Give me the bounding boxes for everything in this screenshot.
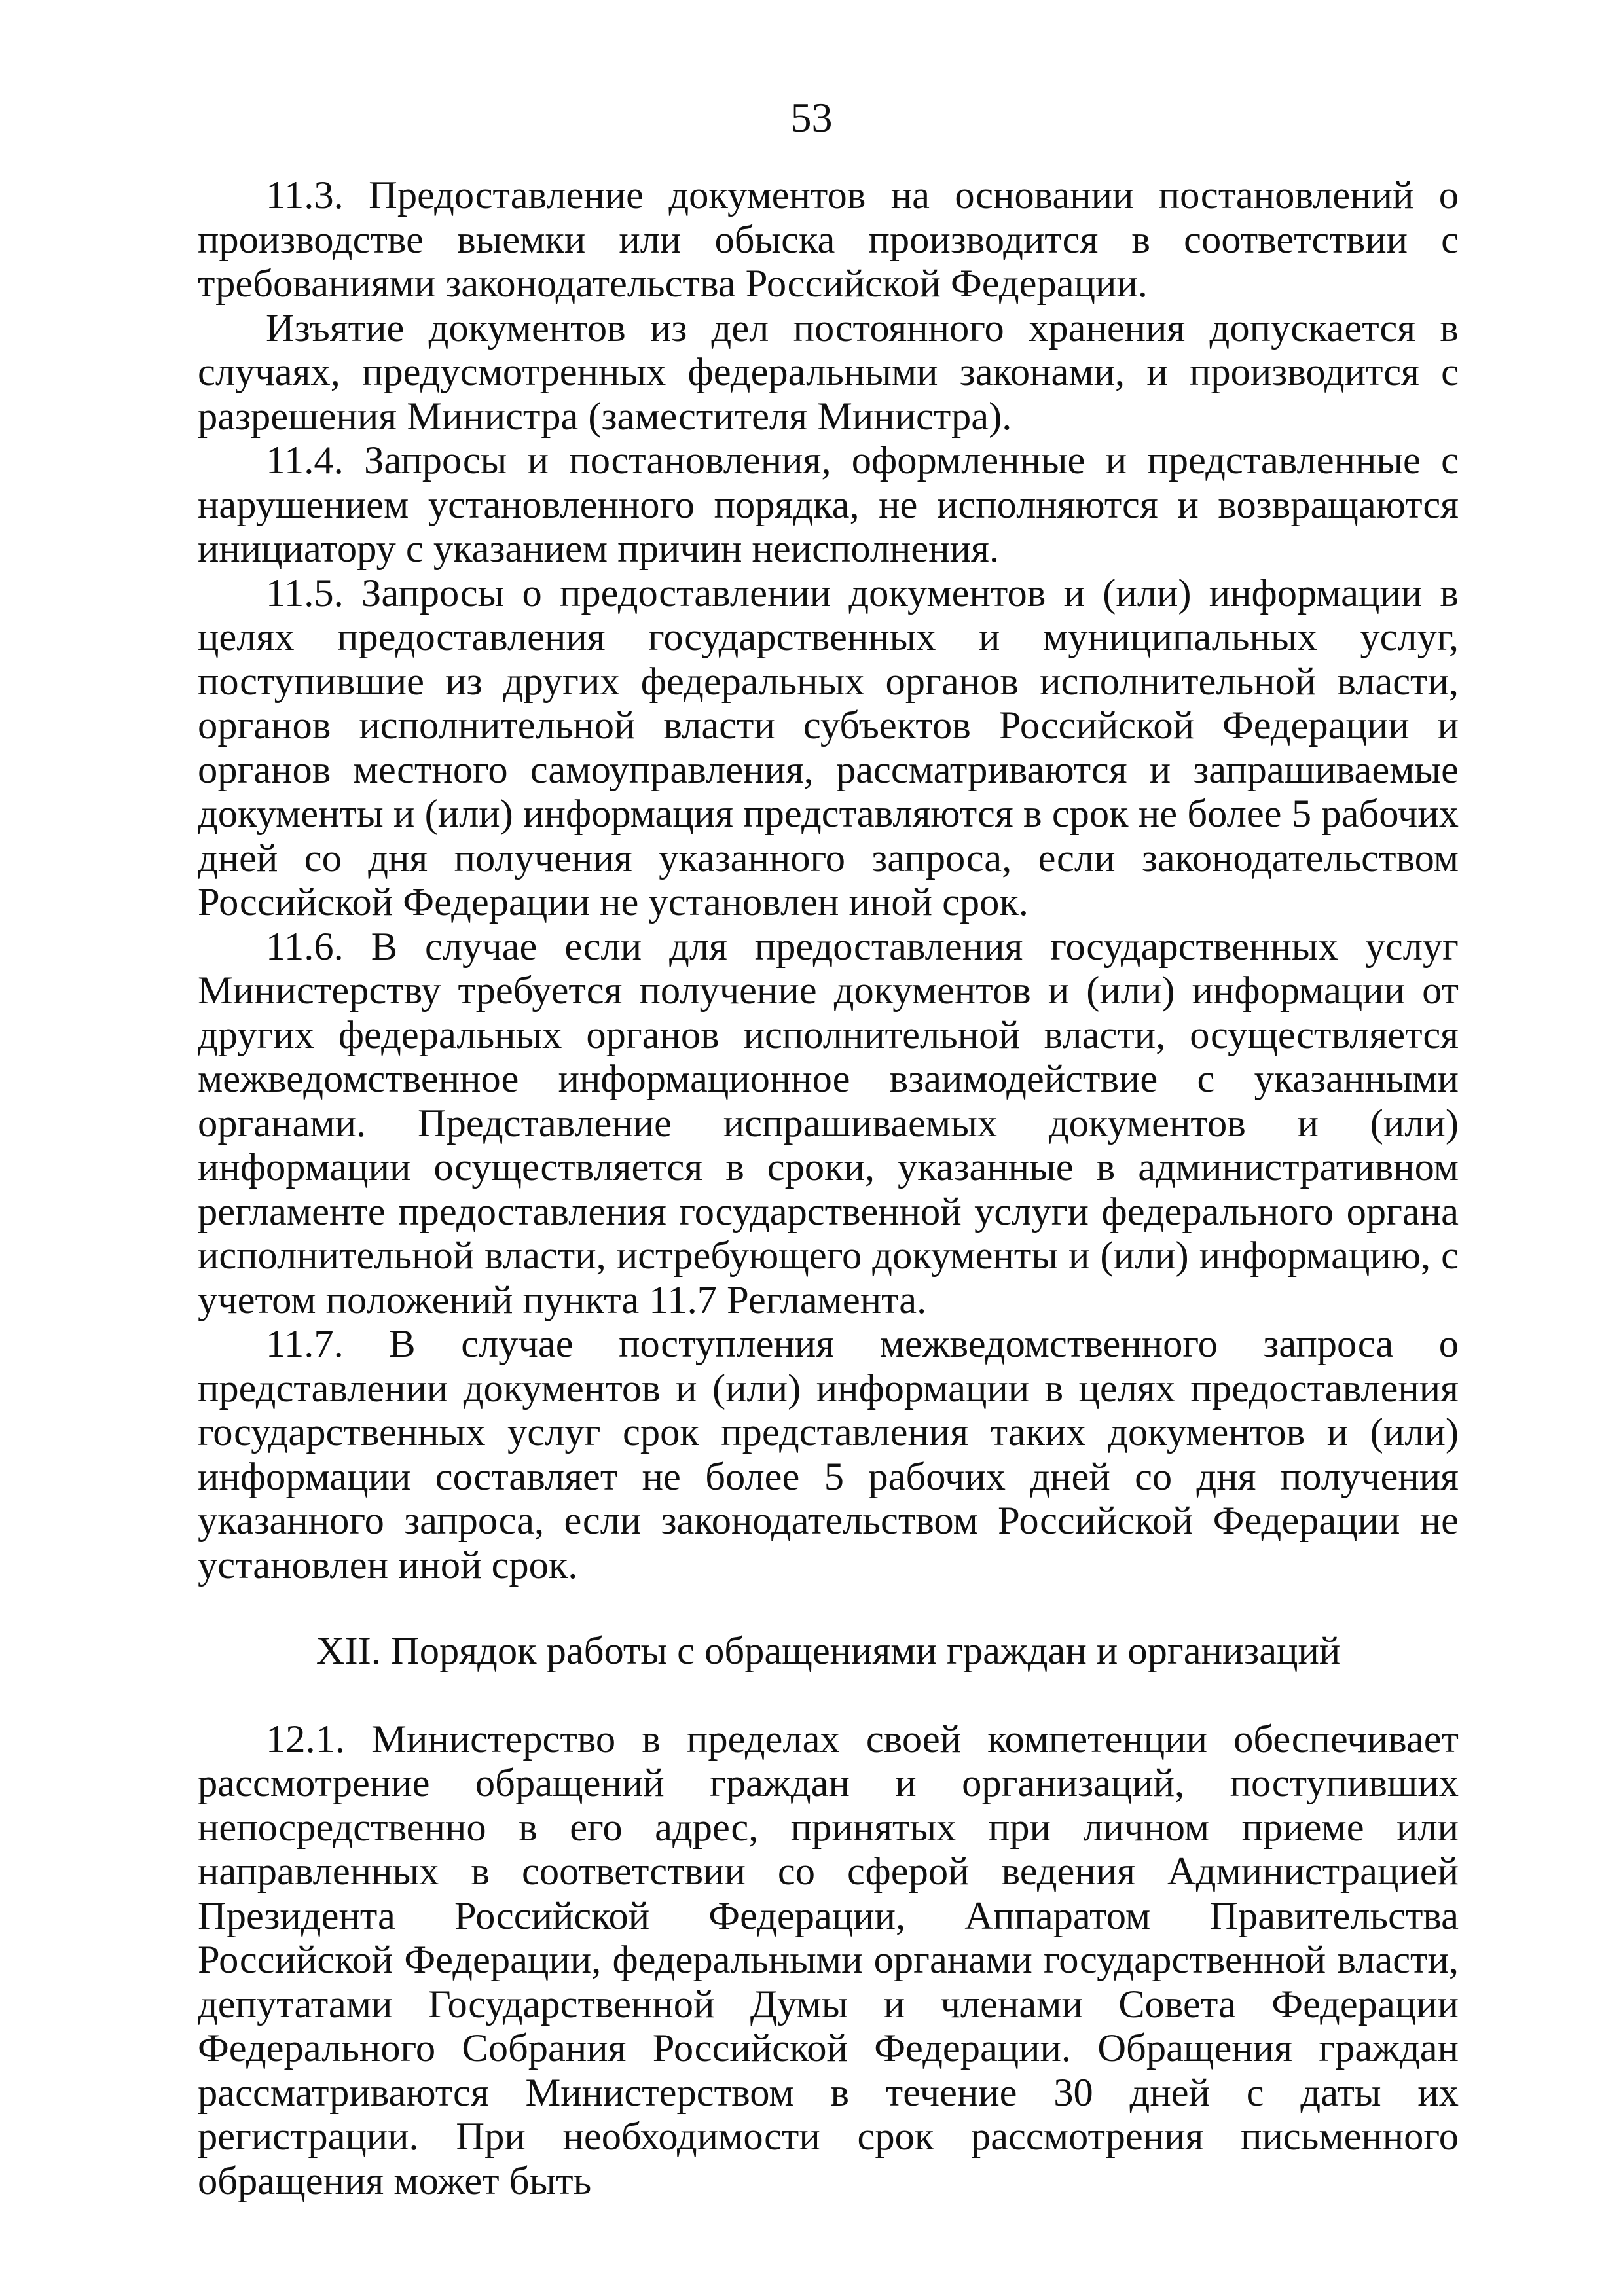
section-heading-xii: XII. Порядок работы с обращениями граждан и организаций [316, 1629, 1341, 1673]
paragraph-11-7: 11.7. В случае поступления межведомственного запроса о представлении документов и (или) информации в целях предоставления государственных услуг срок представления таких документов и (или) информации составляет не более 5 рабочих дней со дня получения указанного запроса, если законодательством Российской Федерации не установлен иной срок. [198, 1322, 1459, 1587]
paragraph-12-1: 12.1. Министерство в пределах своей компетенции обеспечивает рассмотрение обращений граждан и организаций, поступивших непосредственно в его адрес, принятых при личном приеме или направленных в соответствии со сферой ведения Администрацией Президента Российской Федерации, Аппаратом Правительства Российской Федерации, федеральными органами государственной власти, депутатами Государственной Думы и членами Совета Федерации Федерального Собрания Российской Федерации. Обращения граждан рассматриваются Министерством в течение 30 дней с даты их регистрации. При необходимости срок рассмотрения письменного обращения может быть [198, 1717, 1459, 2203]
document-body [198, 173, 1459, 2203]
paragraph-11-3-seizure: Изъятие документов из дел постоянного хранения допускается в случаях, предусмотренных федеральными законами, и производится с разрешения Министра (заместителя Министра). [198, 306, 1459, 439]
paragraph-11-3: 11.3. Предоставление документов на основании постановлений о производстве выемки или обыска производится в соответствии с требованиями законодательства Российской Федерации. [198, 173, 1459, 306]
page-number: 53 [790, 94, 833, 141]
paragraph-11-4: 11.4. Запросы и постановления, оформленные и представленные с нарушением установленного порядка, не исполняются и возвращаются инициатору с указанием причин неисполнения. [198, 439, 1459, 571]
paragraph-11-6: 11.6. В случае если для предоставления государственных услуг Министерству требуется получение документов и (или) информации от других федеральных органов исполнительной власти, осуществляется межведомственное информационное взаимодействие с указанными органами. Представление испрашиваемых документов и (или) информации осуществляется в сроки, указанные в административном регламенте предоставления государственной услуги федерального органа исполнительной власти, истребующего документы и (или) информацию, с учетом положений пункта 11.7 Регламента. [198, 924, 1459, 1322]
paragraph-11-5: 11.5. Запросы о предоставлении документов и (или) информации в целях предоставления государственных и муниципальных услуг, поступившие из других федеральных органов исполнительной власти, органов исполнительной власти субъектов Российской Федерации и органов местного самоуправления, рассматриваются и запрашиваемые документы и (или) информация представляются в срок не более 5 рабочих дней со дня получения указанного запроса, если законодательством Российской Федерации не установлен иной срок. [198, 571, 1459, 924]
